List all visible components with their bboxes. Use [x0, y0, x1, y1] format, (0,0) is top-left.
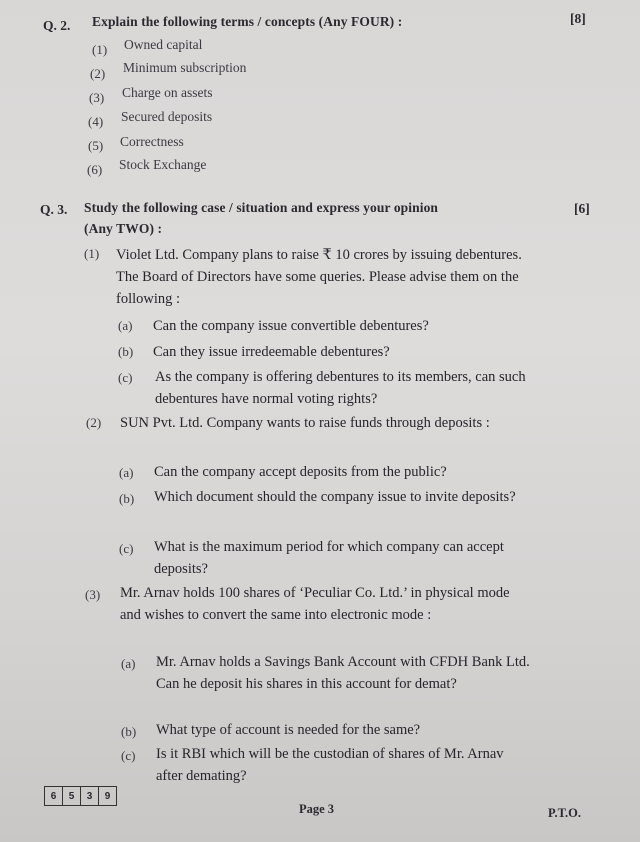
q3-heading-cont: (Any TWO) : [84, 221, 163, 236]
q2-marks: [8] [570, 11, 586, 26]
q2-number: Q. 2. [43, 18, 71, 33]
q2-item-number: (2) [90, 66, 106, 81]
q3-number: Q. 3. [40, 202, 68, 217]
q2-item: Owned capital [124, 37, 203, 52]
pto-label: P.T.O. [548, 806, 581, 820]
q2-heading: Explain the following terms / concepts (Any FOUR) : [92, 14, 403, 29]
q3-heading: Study the following case / situation and express your opinion [84, 200, 439, 215]
case-number: (1) [84, 246, 100, 261]
sub-number: (a) [119, 465, 134, 480]
case-text: Mr. Arnav holds 100 shares of ‘Peculiar Co. Ltd.’ in physical mode and wishes to convert the same into electronic mode : [120, 585, 510, 623]
sub-number: (b) [119, 491, 135, 506]
sub-question: Can the company accept deposits from the public? [154, 464, 447, 480]
sub-number: (c) [121, 748, 136, 763]
sub-question: What is the maximum period for which company can accept deposits? [154, 539, 504, 577]
q2-item-number: (6) [87, 162, 103, 177]
q2-item: Charge on assets [122, 85, 213, 100]
paper-code-box [44, 786, 117, 806]
sub-question: Can they issue irredeemable debentures? [153, 344, 390, 360]
sub-question: Is it RBI which will be the custodian of shares of Mr. Arnav after demating? [156, 746, 504, 784]
q3-marks: [6] [574, 201, 590, 216]
sub-question: What type of account is needed for the same? [156, 722, 421, 738]
sub-number: (a) [121, 656, 136, 671]
sub-question: Mr. Arnav holds a Savings Bank Account with CFDH Bank Ltd. Can he deposit his shares in this account for demat? [156, 654, 530, 692]
q2-item: Secured deposits [121, 109, 213, 124]
code-digit: 3 [81, 787, 99, 805]
sub-number: (c) [118, 370, 133, 385]
sub-question: Can the company issue convertible debentures? [153, 318, 429, 334]
sub-number: (b) [121, 724, 137, 739]
q2-item: Minimum subscription [123, 60, 247, 75]
q2-item: Correctness [120, 134, 184, 149]
sub-question: Which document should the company issue to invite deposits? [154, 489, 516, 505]
q2-item-number: (3) [89, 90, 105, 105]
case-text: SUN Pvt. Ltd. Company wants to raise funds through deposits : [120, 415, 490, 431]
q2-item: Stock Exchange [119, 157, 207, 172]
sub-number: (a) [118, 318, 133, 333]
case-number: (3) [85, 587, 101, 602]
sub-number: (c) [119, 541, 134, 556]
q2-item-number: (1) [92, 42, 108, 57]
q2-item-number: (4) [88, 114, 104, 129]
code-digit: 5 [63, 787, 81, 805]
code-digit: 9 [104, 790, 111, 802]
sub-question: As the company is offering debentures to its members, can such debentures have normal voting rights? [155, 369, 526, 407]
case-number: (2) [86, 415, 102, 430]
q2-item-number: (5) [88, 138, 104, 153]
page-number: Page 3 [299, 802, 335, 816]
case-text: Violet Ltd. Company plans to raise ₹ 10 crores by issuing debentures. The Board of Directors have some queries. Please advise them on the following : [116, 247, 522, 307]
code-digit: 6 [45, 787, 63, 805]
sub-number: (b) [118, 344, 134, 359]
